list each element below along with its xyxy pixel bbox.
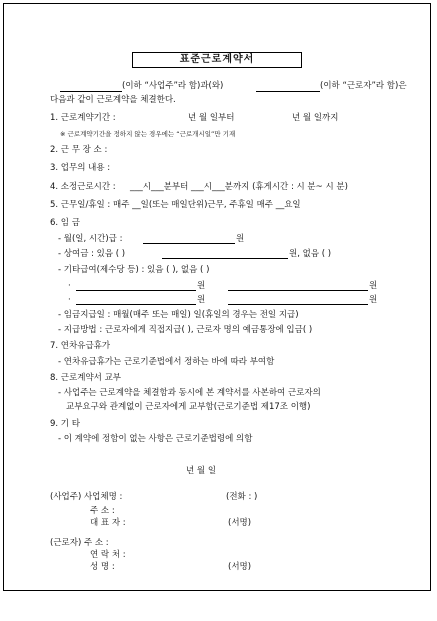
employer-name-blank <box>60 91 122 92</box>
allowance-row-2-unit-a: 원 <box>197 295 206 305</box>
employer-phone: (전화 : ) <box>226 492 258 502</box>
employer-address: 주 소 : <box>90 506 115 516</box>
allowance-row-1-bullet: · <box>68 281 71 291</box>
leave-header: 7. 연차유급휴가 <box>50 341 111 351</box>
wage-monthly-blank <box>143 243 235 244</box>
allowance-row-1-unit-a: 원 <box>197 281 206 291</box>
period-note: ※ 근로계약기간을 정하지 않는 경우에는 “근로개시일”만 기재 <box>60 130 236 138</box>
period-to: 년 월 일까지 <box>292 113 339 123</box>
pay-day: - 임금지급일 : 매월(매주 또는 매일) 일(휴일의 경우는 전일 지급) <box>58 310 299 320</box>
employer-representative: 대 표 자 : <box>90 518 126 528</box>
period-label: 1. 근로계약기간 : <box>50 113 116 123</box>
bonus-unit: 원, 없음 ( ) <box>289 249 332 259</box>
pay-method: - 지급방법 : 근로자에게 직접지급( ), 근로자 명의 예금통장에 입금( ) <box>58 325 313 335</box>
wage-monthly-label: - 월(일, 시간)급 : <box>58 234 123 244</box>
allowance-row-2-bullet: · <box>68 295 71 305</box>
allowance-row-2-unit-b: 원 <box>369 295 378 305</box>
allowance-row-2-blank-a <box>76 304 196 305</box>
intro-text: 다음과 같이 근로계약을 체결한다. <box>50 95 176 105</box>
etc-text: - 이 계약에 정함이 없는 사항은 근로기준법령에 의함 <box>58 434 253 444</box>
employer-suffix: (이하 “사업주”라 함)과(와) <box>122 81 224 91</box>
worker-seal: (서명) <box>228 562 252 572</box>
allowance-row-2-blank-b <box>228 304 368 305</box>
employer-label: (사업주) 사업체명 : <box>50 492 123 502</box>
duties-label: 3. 업무의 내용 : <box>50 163 111 173</box>
delivery-header: 8. 근로계약서 교부 <box>50 373 121 383</box>
wage-monthly-unit: 원 <box>236 234 245 244</box>
hours-value: ___시___분부터 ___시___분까지 (휴게시간 : 시 분~ 시 분) <box>130 182 348 192</box>
worker-address: (근로자) 주 소 : <box>50 538 109 548</box>
workdays-text: 5. 근무일/휴일 : 매주 __일(또는 매일단위)근무, 주휴일 매주 __요일 <box>50 200 301 210</box>
leave-text: - 연차유급휴가는 근로기준법에서 정하는 바에 따라 부여함 <box>58 357 275 367</box>
hours-label: 4. 소정근로시간 : <box>50 182 116 192</box>
signature-date: 년 월 일 <box>186 466 217 476</box>
document-title: 표준근로계약서 <box>132 52 302 68</box>
etc-header: 9. 기 타 <box>50 419 80 429</box>
employer-seal: (서명) <box>228 518 252 528</box>
bonus-blank <box>162 258 288 259</box>
allowance-row-1-blank-b <box>228 290 368 291</box>
worker-name-blank <box>256 91 320 92</box>
allowance-row-1-blank-a <box>76 290 196 291</box>
worker-suffix: (이하 “근로자”라 함)은 <box>320 81 407 91</box>
worker-name: 성 명 : <box>90 562 115 572</box>
workplace-label: 2. 근 무 장 소 : <box>50 145 108 155</box>
delivery-text-1: - 사업주는 근로계약을 체결함과 동시에 본 계약서를 사본하여 근로자의 <box>58 388 321 398</box>
worker-contact: 연 락 처 : <box>90 550 126 560</box>
wage-header: 6. 임 금 <box>50 218 80 228</box>
delivery-text-2: 교부요구와 관계없이 근로자에게 교부함(근로기준법 제17조 이행) <box>66 402 311 412</box>
allowance-row-1-unit-b: 원 <box>369 281 378 291</box>
bonus-label: - 상여금 : 있음 ( ) <box>58 249 126 259</box>
period-from: 년 월 일부터 <box>188 113 235 123</box>
allowance-label: - 기타급여(제수당 등) : 있음 ( ), 없음 ( ) <box>58 265 210 275</box>
